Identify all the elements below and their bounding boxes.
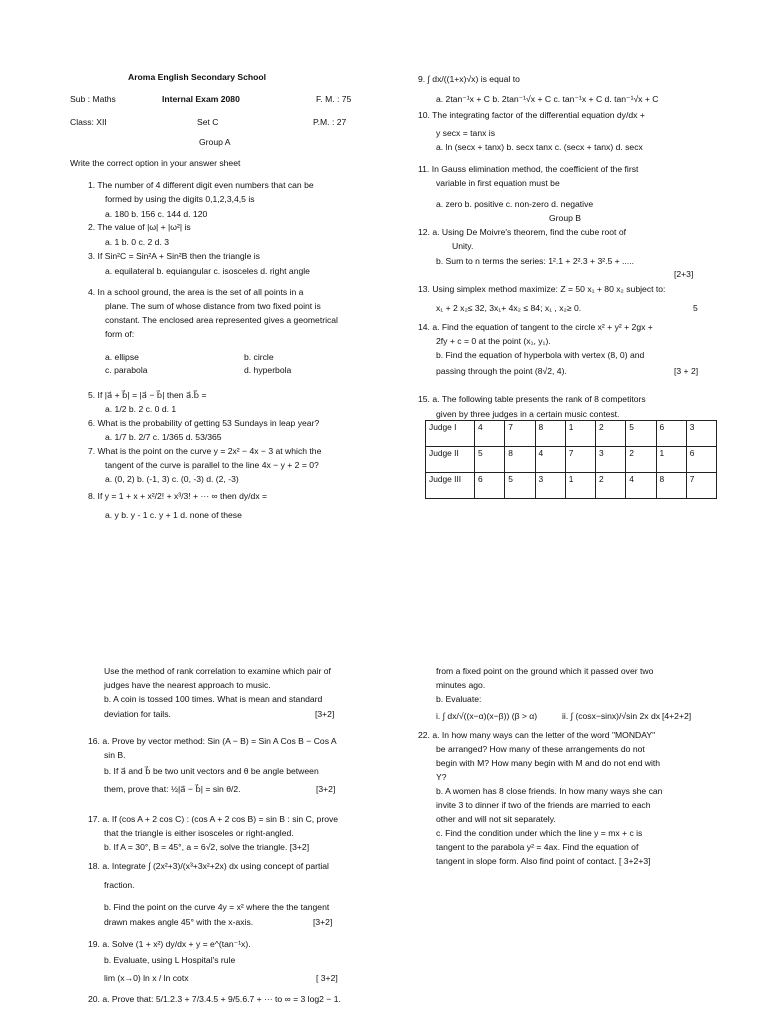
- pass-marks: P.M. : 27: [313, 117, 347, 127]
- rank-cell: 4: [535, 447, 565, 473]
- judge-label: Judge I: [426, 421, 475, 447]
- question-line: Unity.: [452, 241, 474, 251]
- question-line: a. 1 b. 0 c. 2 d. 3: [105, 237, 170, 247]
- question-line: 7. What is the point on the curve y = 2x² − 4x − 3 at which the: [88, 446, 322, 456]
- question-line: i. ∫ dx/√((x−α)(x−β)) (β > α): [436, 711, 538, 721]
- rank-cell: 1: [656, 447, 686, 473]
- question-line: sin B.: [104, 750, 126, 760]
- question-line: b. Sum to n terms the series: 1².1 + 2².3 + 3².5 + .....: [436, 256, 634, 266]
- rank-cell: 5: [475, 447, 505, 473]
- set: Set C: [197, 117, 219, 127]
- question-line: begin with M? How many begin with M and do not end with: [436, 758, 661, 768]
- question-line: 8. If y = 1 + x + x²/2! + x³/3! + ··· ∞ then dy/dx =: [88, 491, 268, 501]
- question-line: 2fy + c = 0 at the point (x₁, y₁).: [436, 336, 551, 346]
- question-line: 16. a. Prove by vector method: Sin (A − B) = Sin A Cos B − Cos A: [88, 736, 337, 746]
- question-line: other and will not sit separately.: [436, 814, 556, 824]
- rank-cell: 4: [626, 473, 656, 499]
- rank-cell: 7: [686, 473, 716, 499]
- question-line: [3+2]: [313, 917, 333, 927]
- question-line: a. 180 b. 156 c. 144 d. 120: [105, 209, 208, 219]
- question-line: [3 + 2]: [674, 366, 699, 376]
- question-line: variable in first equation must be: [436, 178, 560, 188]
- question-line: ii. ∫ (cosx−sinx)/√sin 2x dx: [562, 711, 661, 721]
- question-line: x₁ + 2 x₂≤ 32, 3x₁+ 4x₂ ≤ 84; x₁ , x₂≥ 0.: [436, 303, 582, 313]
- question-line: 18. a. Integrate ∫ (2x²+3)/(x³+3x²+2x) dx using concept of partial: [88, 861, 329, 871]
- rank-cell: 8: [535, 421, 565, 447]
- question-line: Y?: [436, 772, 447, 782]
- question-line: b. Evaluate:: [436, 694, 482, 704]
- question-line: 3. If Sin²C = Sin²A + Sin²B then the triangle is: [88, 251, 260, 261]
- rank-cell: 3: [686, 421, 716, 447]
- question-line: fraction.: [104, 880, 135, 890]
- question-line: lim (x→0) ln x / ln cotx: [104, 973, 189, 983]
- question-line: 22. a. In how many ways can the letter of the word "MONDAY": [418, 730, 656, 740]
- question-line: a. zero b. positive c. non-zero d. negative: [436, 199, 594, 209]
- question-line: [3+2]: [316, 784, 336, 794]
- question-line: [ 3+2]: [316, 973, 338, 983]
- question-line: constant. The enclosed area represented gives a geometrical: [105, 315, 338, 325]
- question-line: 5: [693, 303, 698, 313]
- question-line: c. Find the condition under which the line y = mx + c is: [436, 828, 643, 838]
- rank-cell: 2: [596, 473, 626, 499]
- question-line: that the triangle is either isosceles or right-angled.: [104, 828, 294, 838]
- question-line: a. ellipse: [105, 352, 139, 362]
- question-line: 10. The integrating factor of the differential equation dy/dx +: [418, 110, 645, 120]
- class: Class: XII: [70, 117, 107, 127]
- question-line: deviation for tails.: [104, 709, 171, 719]
- rank-cell: 6: [686, 447, 716, 473]
- question-line: tangent in slope form. Also find point of contact. [ 3+2+3]: [436, 856, 651, 866]
- question-line: b. A coin is tossed 100 times. What is mean and standard: [104, 694, 323, 704]
- question-line: form of:: [105, 329, 135, 339]
- rank-cell: 8: [505, 447, 535, 473]
- rank-cell: 5: [505, 473, 535, 499]
- question-line: drawn makes angle 45° with the x-axis.: [104, 917, 254, 927]
- question-line: Use the method of rank correlation to examine which pair of: [104, 666, 331, 676]
- question-line: b. circle: [244, 352, 274, 362]
- rank-cell: 8: [656, 473, 686, 499]
- question-line: d. hyperbola: [244, 365, 292, 375]
- rank-cell: 7: [505, 421, 535, 447]
- question-line: given by three judges in a certain music contest.: [436, 409, 620, 419]
- question-line: 11. In Gauss elimination method, the coefficient of the first: [418, 164, 639, 174]
- judge-label: Judge II: [426, 447, 475, 473]
- question-line: judges have the nearest approach to music.: [104, 680, 271, 690]
- question-line: a. y b. y - 1 c. y + 1 d. none of these: [105, 510, 242, 520]
- exam-title: Internal Exam 2080: [162, 94, 240, 104]
- question-line: 12. a. Using De Moivre's theorem, find the cube root of: [418, 227, 626, 237]
- rank-cell: 6: [475, 473, 505, 499]
- question-line: 17. a. If (cos A + 2 cos C) : (cos A + 2 cos B) = sin B : sin C, prove: [88, 814, 339, 824]
- question-line: 2. The value of |ω| + |ω²| is: [88, 222, 191, 232]
- question-line: a. ln (secx + tanx) b. secx tanx c. (secx + tanx) d. secx: [436, 142, 643, 152]
- question-line: c. parabola: [105, 365, 148, 375]
- question-line: plane. The sum of whose distance from two fixed point is: [105, 301, 321, 311]
- question-line: 6. What is the probability of getting 53 Sundays in leap year?: [88, 418, 320, 428]
- question-line: formed by using the digits 0,1,2,3,4,5 is: [105, 194, 255, 204]
- judge-label: Judge III: [426, 473, 475, 499]
- question-line: b. If a⃗ and b⃗ be two unit vectors and θ be angle between: [104, 766, 319, 776]
- question-line: be arranged? How many of these arrangements do not: [436, 744, 645, 754]
- rank-cell: 4: [475, 421, 505, 447]
- question-line: a. 1/7 b. 2/7 c. 1/365 d. 53/365: [105, 432, 222, 442]
- question-line: a. 2tan⁻¹x + C b. 2tan⁻¹√x + C c. tan⁻¹x + C d. tan⁻¹√x + C: [436, 94, 659, 104]
- rank-cell: 3: [596, 447, 626, 473]
- rank-table: [425, 420, 717, 499]
- table-row: [426, 447, 717, 473]
- question-line: 15. a. The following table presents the rank of 8 competitors: [418, 394, 646, 404]
- rank-cell: 7: [565, 447, 595, 473]
- table-row: [426, 421, 717, 447]
- rank-cell: 1: [565, 421, 595, 447]
- rank-cell: 6: [656, 421, 686, 447]
- question-line: a. equilateral b. equiangular c. isosceles d. right angle: [105, 266, 310, 276]
- question-line: tangent to the parabola y² = 4ax. Find the equation of: [436, 842, 639, 852]
- question-line: invite 3 to dinner if two of the friends are married to each: [436, 800, 651, 810]
- rank-cell: 2: [626, 447, 656, 473]
- question-line: b. Evaluate, using L Hospital's rule: [104, 955, 236, 965]
- question-line: 1. The number of 4 different digit even numbers that can be: [88, 180, 314, 190]
- question-line: 14. a. Find the equation of tangent to the circle x² + y² + 2gx +: [418, 322, 653, 332]
- rank-cell: 2: [596, 421, 626, 447]
- group-a-heading: Group A: [199, 137, 231, 147]
- question-line: passing through the point (8√2, 4).: [436, 366, 567, 376]
- rank-cell: 1: [565, 473, 595, 499]
- question-line: a. (0, 2) b. (-1, 3) c. (0, -3) d. (2, -3): [105, 474, 239, 484]
- subject: Sub : Maths: [70, 94, 116, 104]
- question-line: b. Find the point on the curve 4y = x² where the the tangent: [104, 902, 330, 912]
- instruction: Write the correct option in your answer sheet: [70, 158, 241, 168]
- question-line: them, prove that: ½|a⃗ − b⃗| = sin θ/2.: [104, 784, 241, 794]
- question-line: 19. a. Solve (1 + x²) dy/dx + y = e^(tan⁻¹x).: [88, 939, 251, 949]
- question-line: 5. If |a⃗ + b⃗| = |a⃗ − b⃗| then a⃗.b⃗ =: [88, 390, 207, 400]
- question-line: b. If A = 30°, B = 45°, a = 6√2, solve the triangle. [3+2]: [104, 842, 310, 852]
- question-line: [2+3]: [674, 269, 694, 279]
- question-line: minutes ago.: [436, 680, 486, 690]
- question-line: a. 1/2 b. 2 c. 0 d. 1: [105, 404, 177, 414]
- rank-cell: 5: [626, 421, 656, 447]
- question-line: 13. Using simplex method maximize: Z = 50 x₁ + 80 x₂ subject to:: [418, 284, 666, 294]
- question-line: [4+2+2]: [662, 711, 692, 721]
- question-line: [3+2]: [315, 709, 335, 719]
- question-line: Group B: [549, 213, 582, 223]
- question-line: 4. In a school ground, the area is the set of all points in a: [88, 287, 304, 297]
- question-line: y secx = tanx is: [436, 128, 495, 138]
- table-row: [426, 473, 717, 499]
- question-line: 9. ∫ dx/((1+x)√x) is equal to: [418, 74, 520, 84]
- question-line: 20. a. Prove that: 5/1.2.3 + 7/3.4.5 + 9/5.6.7 + ··· to ∞ = 3 log2 − 1.: [88, 994, 341, 1004]
- question-line: tangent of the curve is parallel to the line 4x − y + 2 = 0?: [105, 460, 319, 470]
- question-line: from a fixed point on the ground which it passed over two: [436, 666, 654, 676]
- full-marks: F. M. : 75: [316, 94, 352, 104]
- question-line: b. Find the equation of hyperbola with vertex (8, 0) and: [436, 350, 645, 360]
- rank-cell: 3: [535, 473, 565, 499]
- school-name: Aroma English Secondary School: [128, 72, 267, 82]
- question-line: b. A women has 8 close friends. In how many ways she can: [436, 786, 663, 796]
